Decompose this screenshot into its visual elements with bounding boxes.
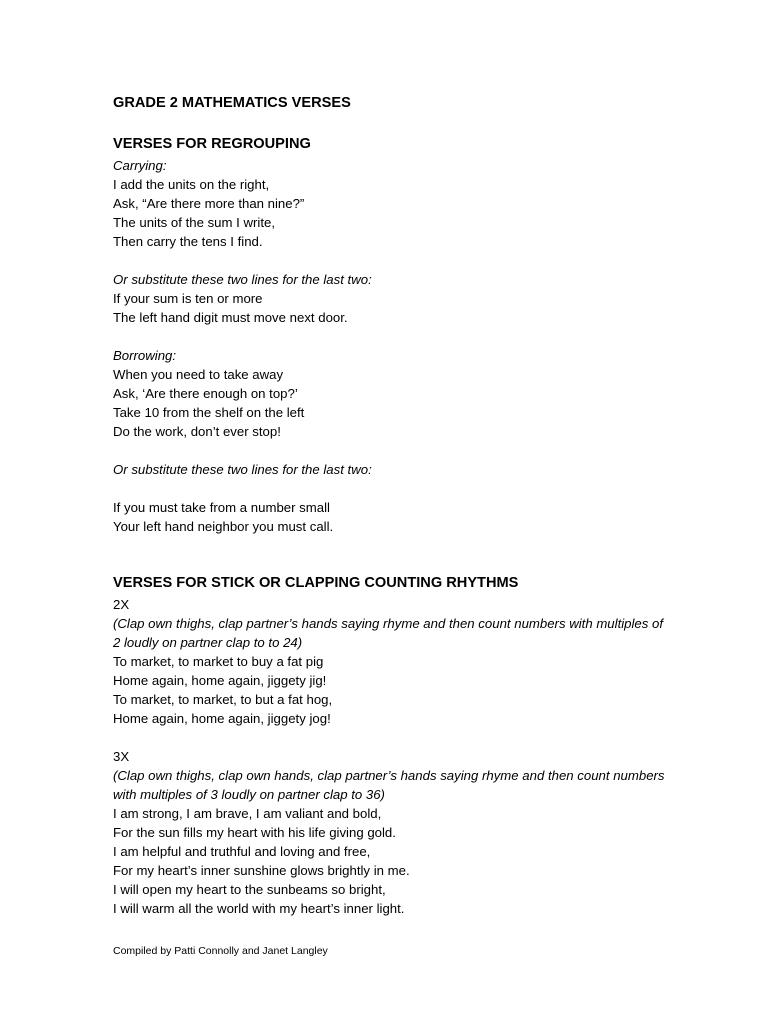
three-x-instruction: (Clap own thighs, clap own hands, clap partner’s hands saying rhyme and then count numbers with multiples of 3 loudly on partner clap to 36) bbox=[113, 768, 665, 802]
regrouping-heading: VERSES FOR REGROUPING bbox=[113, 136, 311, 152]
two-x-label: 2X bbox=[113, 597, 130, 612]
spacer bbox=[113, 251, 673, 270]
verse-line: If your sum is ten or more bbox=[113, 291, 263, 306]
verse-line: Home again, home again, jiggety jig! bbox=[113, 673, 327, 688]
verse-line: When you need to take away bbox=[113, 367, 284, 382]
rhythms-section bbox=[113, 574, 673, 918]
verse-line: I add the units on the right, bbox=[113, 177, 270, 192]
two-x-instruction: (Clap own thighs, clap partner’s hands saying rhyme and then count numbers with multiples of 2 loudly on partner clap to to 24) bbox=[113, 616, 664, 650]
verse-line: Do the work, don’t ever stop! bbox=[113, 424, 281, 439]
verse-line: I am helpful and truthful and loving and free, bbox=[113, 844, 371, 859]
verse-line: To market, to market to buy a fat pig bbox=[113, 654, 324, 669]
spacer bbox=[113, 479, 673, 498]
verse-line: I am strong, I am brave, I am valiant and bold, bbox=[113, 806, 382, 821]
three-x-verse bbox=[113, 804, 673, 918]
verse-line: I will open my heart to the sunbeams so bright, bbox=[113, 882, 386, 897]
verse-line: Then carry the tens I find. bbox=[113, 234, 263, 249]
carrying-label: Carrying: bbox=[113, 158, 167, 173]
spacer bbox=[113, 728, 673, 747]
page-title: GRADE 2 MATHEMATICS VERSES bbox=[113, 95, 351, 111]
carrying-substitute-verse bbox=[113, 289, 673, 327]
regrouping-section bbox=[113, 135, 673, 536]
document-body bbox=[113, 94, 673, 918]
two-x-verse bbox=[113, 652, 673, 728]
substitute-note: Or substitute these two lines for the last two: bbox=[113, 272, 372, 287]
verse-line: Your left hand neighbor you must call. bbox=[113, 519, 334, 534]
borrowing-substitute-verse bbox=[113, 498, 673, 536]
borrowing-label: Borrowing: bbox=[113, 348, 177, 363]
verse-line: The units of the sum I write, bbox=[113, 215, 275, 230]
verse-line: For the sun fills my heart with his life giving gold. bbox=[113, 825, 396, 840]
verse-line: To market, to market, to but a fat hog, bbox=[113, 692, 333, 707]
three-x-label: 3X bbox=[113, 749, 130, 764]
verse-line: For my heart’s inner sunshine glows brightly in me. bbox=[113, 863, 410, 878]
spacer bbox=[113, 327, 673, 346]
substitute-note: Or substitute these two lines for the last two: bbox=[113, 462, 372, 477]
verse-line: Take 10 from the shelf on the left bbox=[113, 405, 305, 420]
verse-line: If you must take from a number small bbox=[113, 500, 330, 515]
verse-line: Ask, ‘Are there enough on top?’ bbox=[113, 386, 298, 401]
verse-line: I will warm all the world with my heart’s inner light. bbox=[113, 901, 405, 916]
rhythms-heading: VERSES FOR STICK OR CLAPPING COUNTING RHYTHMS bbox=[113, 575, 519, 591]
verse-line: Home again, home again, jiggety jog! bbox=[113, 711, 331, 726]
borrowing-verse bbox=[113, 365, 673, 441]
spacer bbox=[113, 441, 673, 460]
verse-line: The left hand digit must move next door. bbox=[113, 310, 348, 325]
footer-credit: Compiled by Patti Connolly and Janet Langley bbox=[113, 945, 328, 957]
carrying-verse bbox=[113, 175, 673, 251]
spacer bbox=[113, 536, 673, 574]
verse-line: Ask, “Are there more than nine?” bbox=[113, 196, 305, 211]
